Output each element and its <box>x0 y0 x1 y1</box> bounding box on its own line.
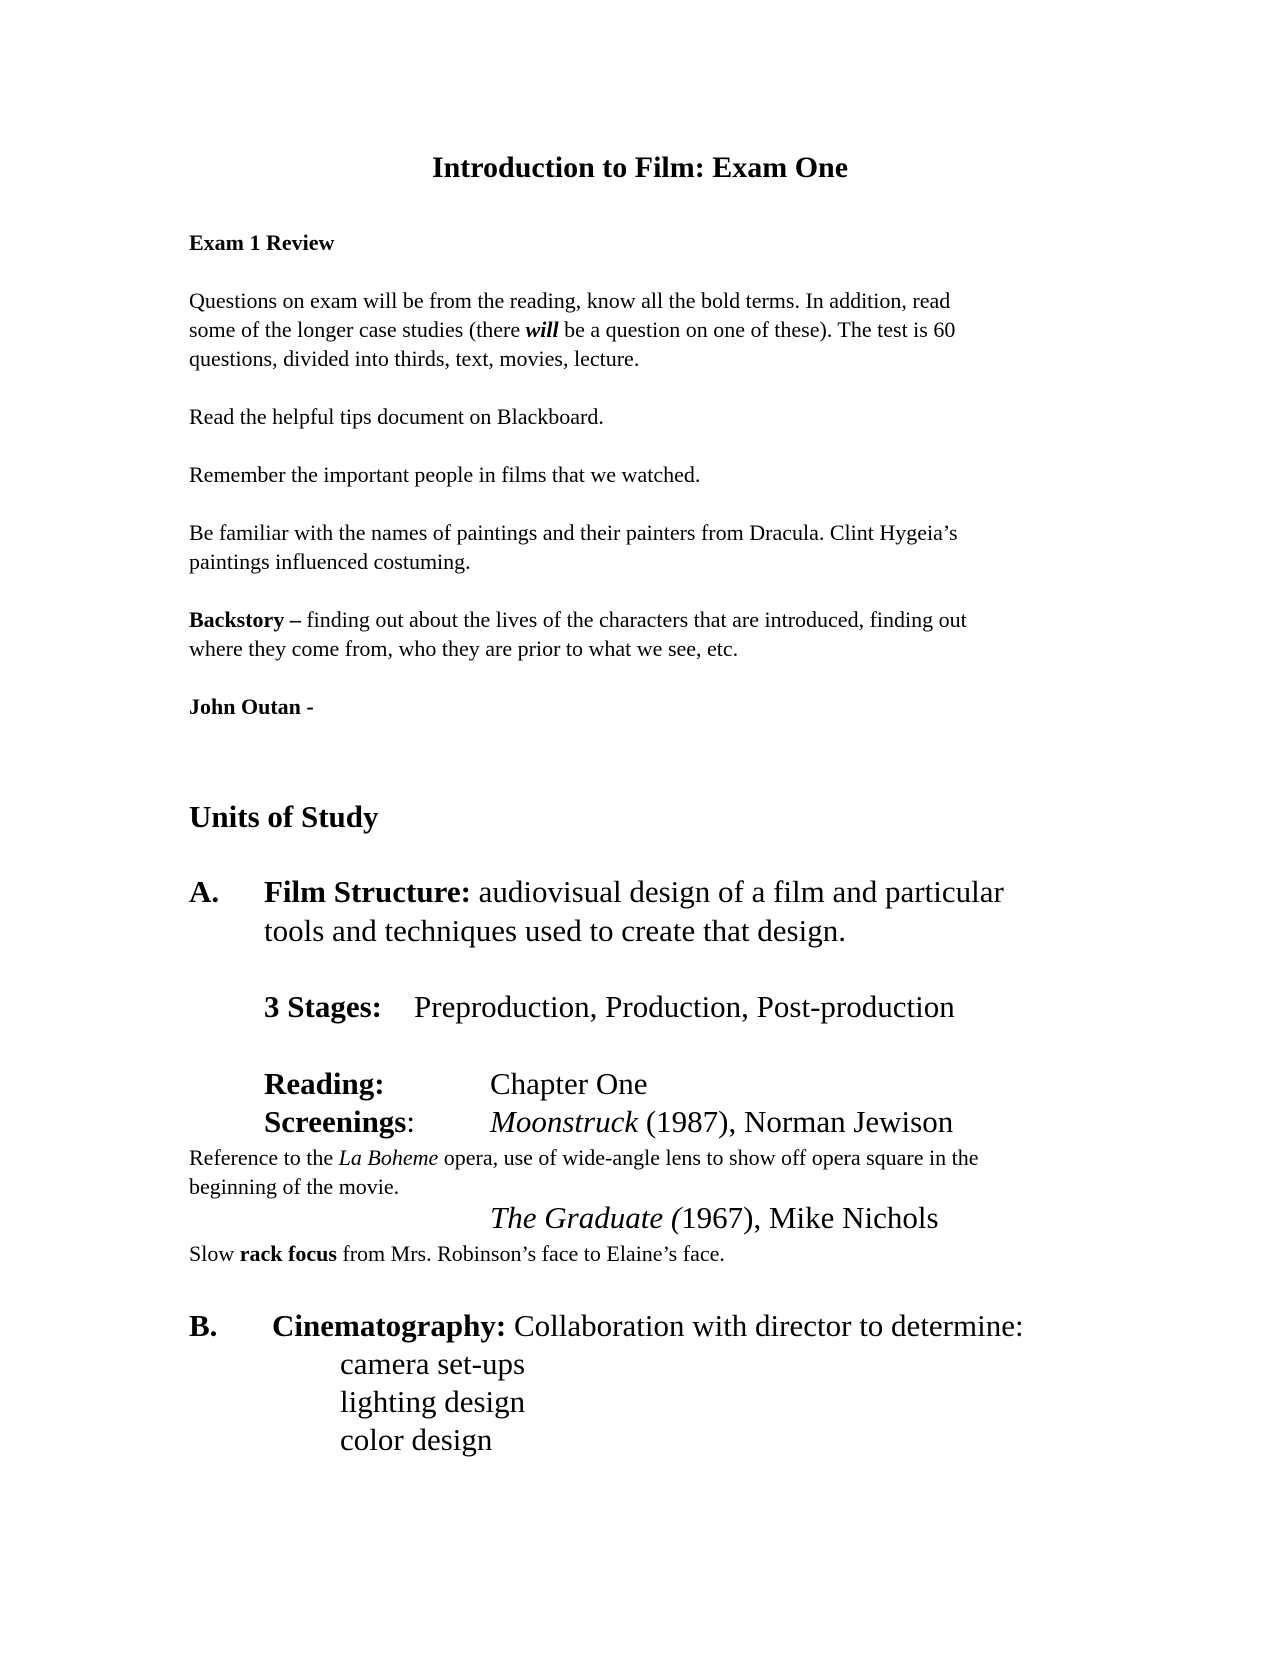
reading-label: Reading: <box>264 1066 385 1101</box>
text-run: Reference to the <box>189 1145 339 1170</box>
text-run: Collaboration with director to determine: <box>506 1308 1024 1343</box>
film-structure-term: Film Structure: <box>264 874 471 909</box>
film-title: Moonstruck <box>490 1104 639 1139</box>
section-a-title-line-2: tools and techniques used to create that design. <box>264 913 846 948</box>
backstory-definition-line-2: where they come from, who they are prior to what we see, etc. <box>189 636 739 661</box>
list-item: lighting design <box>340 1384 526 1419</box>
film-moonstruck <box>490 1103 953 1141</box>
text-run: 1967), Mike Nichols <box>681 1200 939 1235</box>
review-paragraph-1-line-1: Questions on exam will be from the reading, know all the bold terms. In addition, read <box>189 288 951 313</box>
list-item: camera set-ups <box>340 1346 526 1381</box>
opera-title: La Boheme <box>338 1145 439 1170</box>
review-heading: Exam 1 Review <box>189 230 335 255</box>
review-paragraph-1-line-2 <box>189 315 955 344</box>
text-run: Slow <box>189 1241 240 1266</box>
text-run: (1987), Norman Jewison <box>638 1104 954 1139</box>
text-run: be a question on one of these). The test is 60 <box>558 317 956 342</box>
section-a-letter: A. <box>189 874 220 909</box>
stages-label: 3 Stages: <box>264 989 382 1024</box>
reading-value: Chapter One <box>490 1066 648 1101</box>
stages-value: Preproduction, Production, Post-production <box>414 989 955 1024</box>
backstory-term: Backstory – <box>189 607 301 632</box>
moonstruck-note-line-1 <box>189 1143 979 1172</box>
section-a-title-line-1 <box>264 873 1004 911</box>
moonstruck-note-line-2: beginning of the movie. <box>189 1174 400 1199</box>
review-paragraph-3: Remember the important people in films that we watched. <box>189 462 701 487</box>
section-b-letter: B. <box>189 1308 218 1343</box>
graduate-note <box>189 1239 725 1268</box>
text-run: some of the longer case studies (there <box>189 317 526 342</box>
cinematography-term: Cinematography: <box>272 1308 507 1343</box>
backstory-definition-line-1 <box>189 605 967 634</box>
text-run: finding out about the lives of the characters that are introduced, finding out <box>300 607 967 632</box>
review-paragraph-4-line-1: Be familiar with the names of paintings and their painters from Dracula. Clint Hygeia’s <box>189 520 958 545</box>
rack-focus-term: rack focus <box>239 1241 337 1266</box>
text-run: from Mrs. Robinson’s face to Elaine’s face. <box>336 1241 725 1266</box>
emphasis-will: will <box>525 317 559 342</box>
text-run: opera, use of wide-angle lens to show off opera square in the <box>438 1145 979 1170</box>
page-title: Introduction to Film: Exam One <box>431 151 849 184</box>
screenings-label <box>264 1103 415 1141</box>
units-heading: Units of Study <box>189 799 379 834</box>
film-the-graduate <box>490 1199 939 1237</box>
text-run: Screenings <box>264 1104 407 1139</box>
text-run: audiovisual design of a film and particular <box>470 874 1004 909</box>
john-outan-term: John Outan - <box>189 694 314 719</box>
film-title: The Graduate ( <box>490 1200 682 1235</box>
section-b-title <box>272 1307 1024 1345</box>
list-item: color design <box>340 1422 493 1457</box>
review-paragraph-1-line-3: questions, divided into thirds, text, movies, lecture. <box>189 346 640 371</box>
review-paragraph-4-line-2: paintings influenced costuming. <box>189 549 471 574</box>
text-run: : <box>406 1104 416 1139</box>
review-paragraph-2: Read the helpful tips document on Blackboard. <box>189 404 604 429</box>
